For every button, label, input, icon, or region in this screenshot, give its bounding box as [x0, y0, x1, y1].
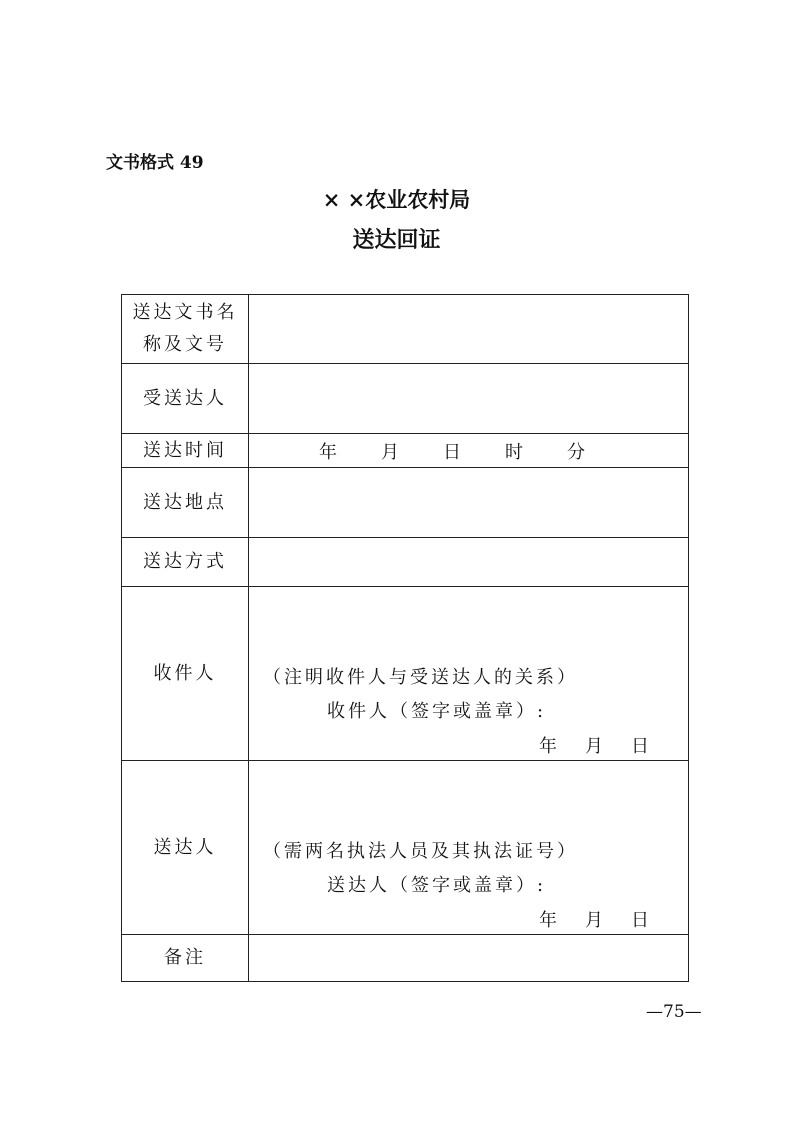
- receiver-date-year: 年: [539, 736, 560, 757]
- receiver-sign: 收件人（签字或盖章）:: [327, 701, 547, 722]
- receiver-date: [539, 732, 652, 758]
- recipient-label: 受送达人: [122, 364, 249, 434]
- row-receiver: [122, 587, 689, 761]
- delivery-receipt-table: [121, 294, 689, 982]
- doc-title: 送达回证: [352, 227, 441, 253]
- time-year-unit: 年: [319, 441, 340, 463]
- receiver-date-month: 月: [585, 736, 606, 757]
- time-label: 送达时间: [122, 434, 249, 468]
- org-name: × ×农业农村局: [322, 187, 471, 212]
- time-month-unit: 月: [381, 441, 402, 463]
- server-date-day: 日: [631, 910, 652, 931]
- doc-name-label: [122, 295, 249, 364]
- receiver-field[interactable]: [249, 587, 689, 761]
- time-field[interactable]: [249, 434, 689, 468]
- place-label: 送达地点: [122, 468, 249, 538]
- row-place: [122, 468, 689, 538]
- server-date-year: 年: [539, 910, 560, 931]
- remarks-field[interactable]: [249, 935, 689, 982]
- row-time: [122, 434, 689, 468]
- row-remarks: [122, 935, 689, 982]
- server-field[interactable]: [249, 761, 689, 935]
- row-doc-name: [122, 295, 689, 364]
- server-label: 送达人: [122, 761, 249, 935]
- method-field[interactable]: [249, 538, 689, 587]
- method-label: 送达方式: [122, 538, 249, 587]
- row-server: [122, 761, 689, 935]
- place-field[interactable]: [249, 468, 689, 538]
- time-minute-unit: 分: [567, 441, 588, 463]
- doc-name-field[interactable]: [249, 295, 689, 364]
- server-note: （需两名执法人员及其执法证号）: [263, 841, 578, 862]
- server-sign: 送达人（签字或盖章）:: [327, 875, 547, 896]
- page-number: —75—: [646, 1002, 702, 1022]
- doc-name-label-line1: 送达文书名: [132, 302, 238, 323]
- remarks-label: 备注: [122, 935, 249, 982]
- recipient-field[interactable]: [249, 364, 689, 434]
- format-label: 文书格式 49: [106, 153, 204, 173]
- time-day-unit: 日: [443, 441, 464, 463]
- time-hour-unit: 时: [505, 441, 526, 463]
- row-recipient: [122, 364, 689, 434]
- receiver-label: 收件人: [122, 587, 249, 761]
- doc-name-label-line2: 称及文号: [143, 334, 227, 355]
- server-date-month: 月: [585, 910, 606, 931]
- receiver-date-day: 日: [631, 736, 652, 757]
- row-method: [122, 538, 689, 587]
- receiver-note: （注明收件人与受送达人的关系）: [263, 667, 578, 688]
- server-date: [539, 906, 652, 932]
